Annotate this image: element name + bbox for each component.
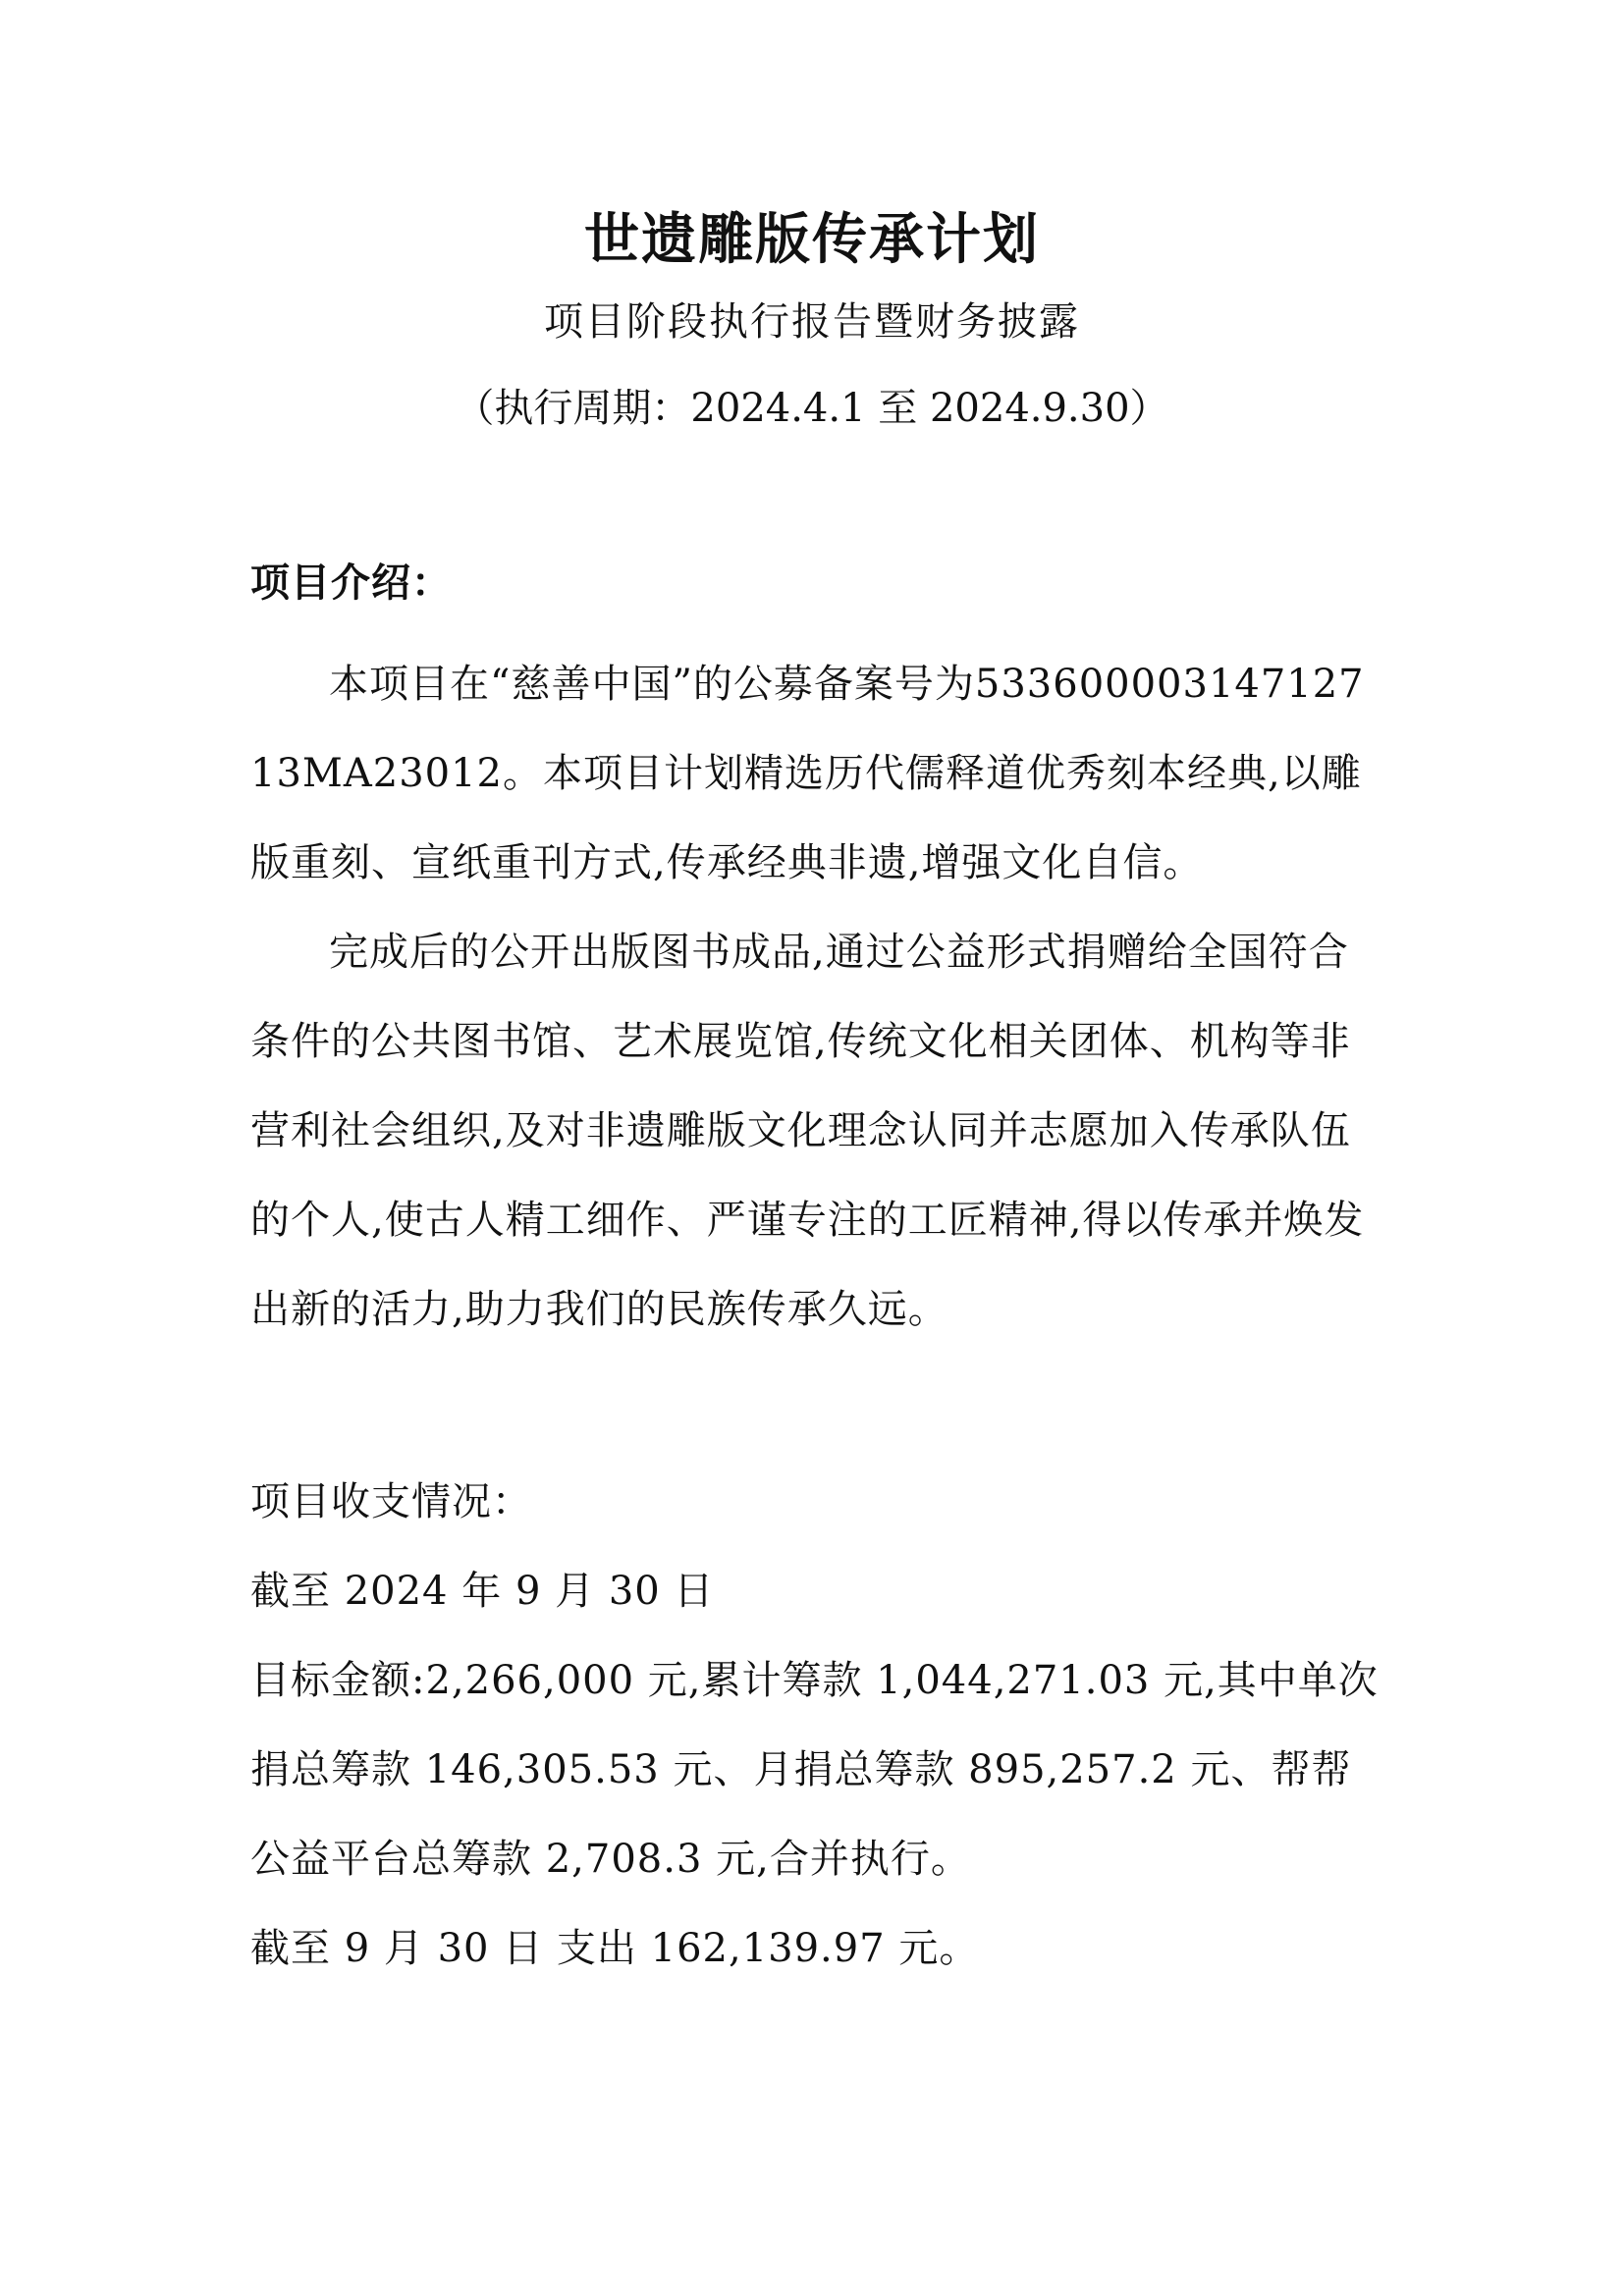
report-body bbox=[250, 556, 1380, 1994]
document-subtitle: 项目阶段执行报告暨财务披露 bbox=[544, 299, 1080, 345]
finance-expense-summary: 截至 9 月 30 日 支出 162,139.97 元。 bbox=[250, 1926, 980, 1971]
intro-heading: 项目介绍： bbox=[250, 560, 452, 606]
finance-funds-summary: 目标金额:2,266,000 元,累计筹款 1,044,271.03 元,其中单次捐总筹款 146,305.53 元、月捐总筹款 895,257.2 元、帮帮公益平台总筹款 2,708.3 元,合并执行。 bbox=[250, 1658, 1379, 1882]
document-title: 世遗雕版传承计划 bbox=[584, 207, 1040, 272]
intro-paragraph-1: 本项目在“慈善中国”的公募备案号为53360000314712713MA23012。本项目计划精选历代儒释道优秀刻本经典,以雕版重刻、宣纸重刊方式,传承经典非遗,增强文化自信。 bbox=[250, 662, 1365, 885]
execution-period: （执行周期：2024.4.1 至 2024.9.30） bbox=[455, 386, 1169, 431]
finance-heading: 项目收支情况： bbox=[250, 1479, 532, 1524]
intro-paragraph-2: 完成后的公开出版图书成品,通过公益形式捐赠给全国符合条件的公共图书馆、艺术展览馆,传统文化相关团体、机构等非营利社会组织,及对非遗雕版文化理念认同并志愿加入传承队伍的个人,使古人精工细作、严谨专注的工匠精神,得以传承并焕发出新的活力,助力我们的民族传承久远。 bbox=[250, 930, 1365, 1332]
section-spacer bbox=[250, 1355, 1380, 1458]
finance-as-of-date: 截至 2024 年 9 月 30 日 bbox=[250, 1569, 715, 1614]
